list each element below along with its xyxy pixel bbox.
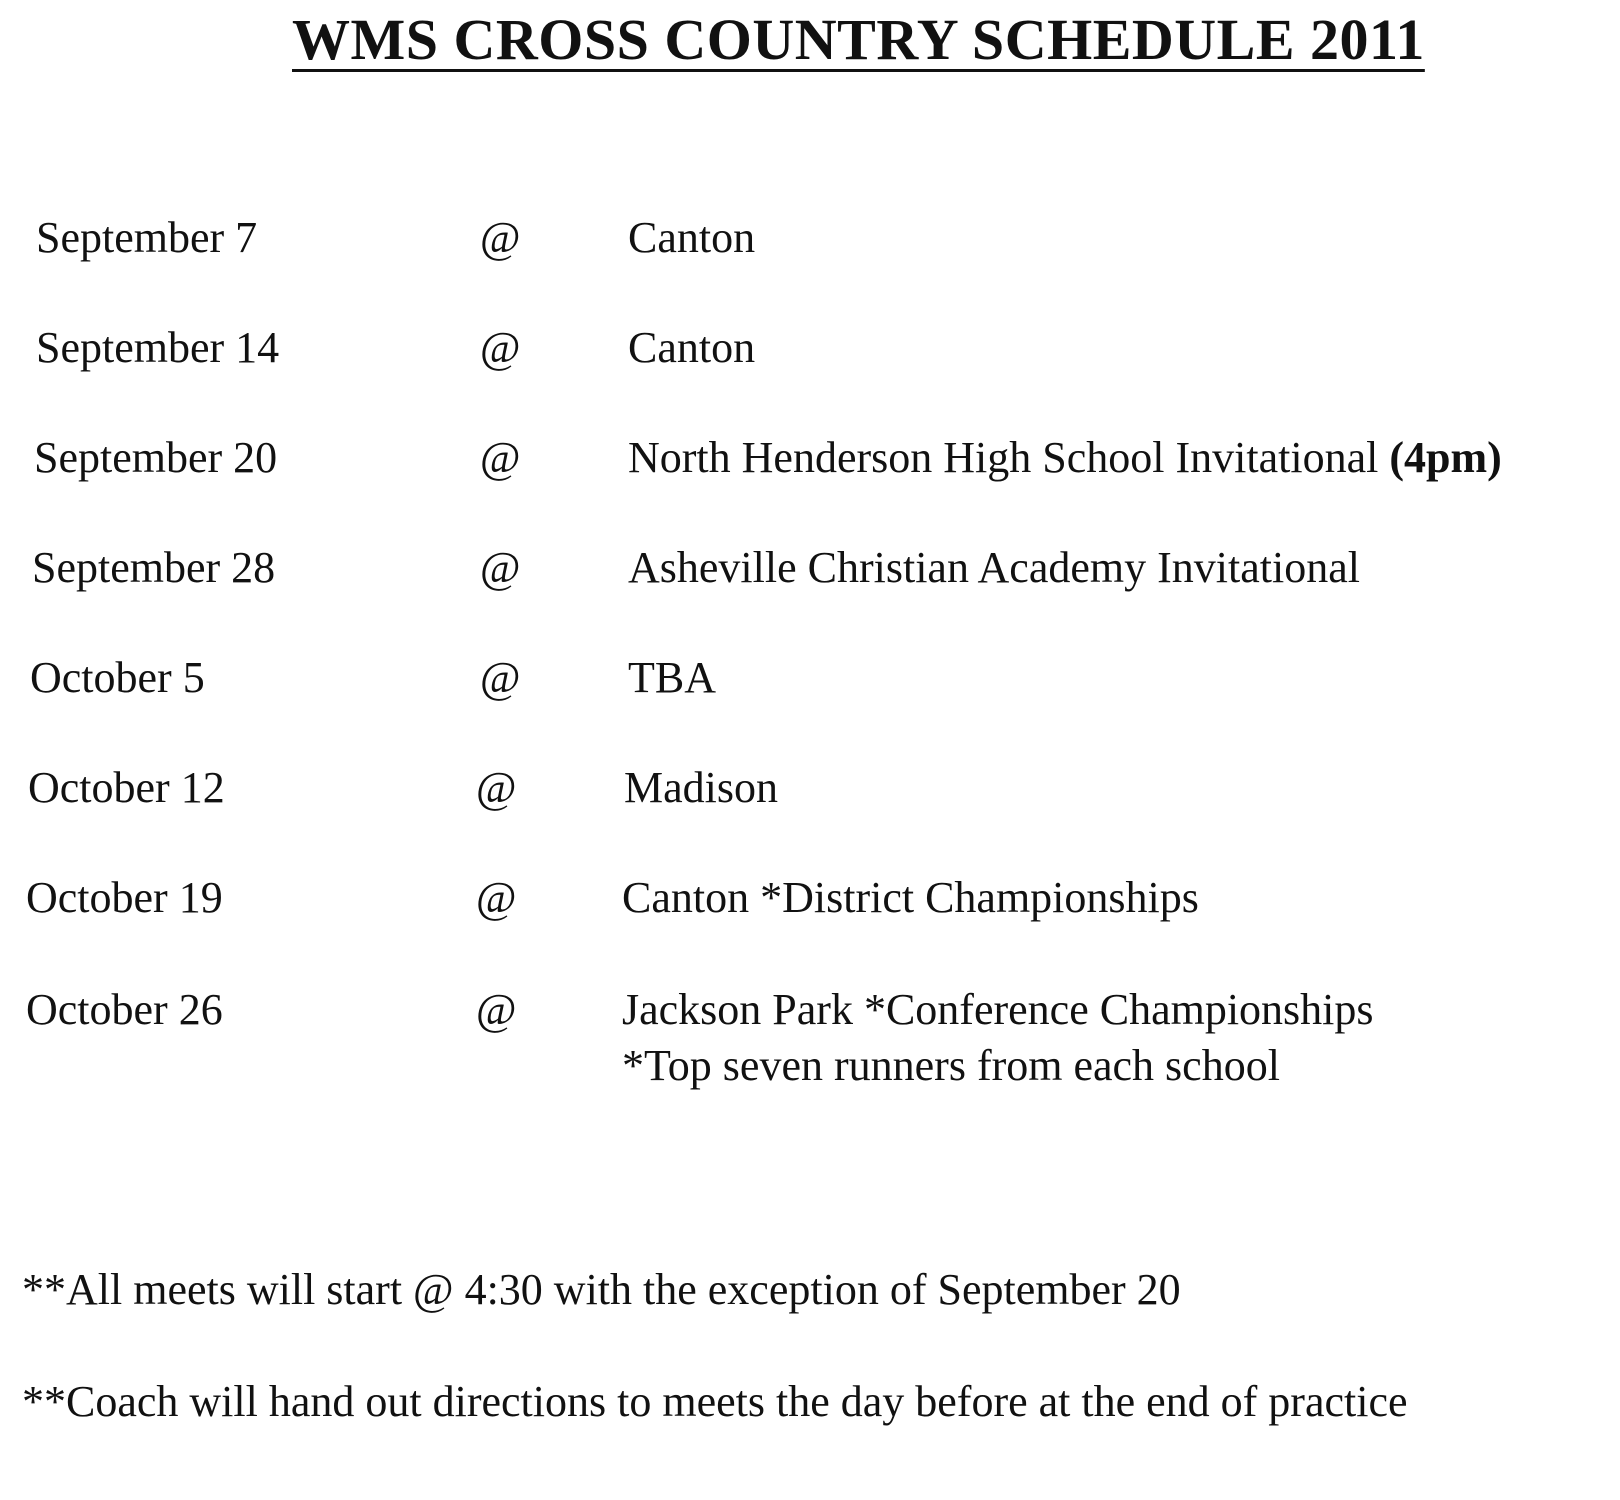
footnote: **All meets will start @ 4:30 with the exception of September 20 — [22, 1265, 1181, 1314]
meet-note: *Top seven runners from each school — [622, 1041, 1280, 1090]
meet-venue — [628, 210, 755, 266]
meet-venue — [628, 540, 1360, 596]
at-symbol: @ — [476, 873, 517, 922]
meet-date: September 7 — [36, 213, 258, 262]
meet-date: October 26 — [26, 985, 223, 1034]
venue-name: North Henderson High School Invitational — [628, 433, 1379, 482]
meet-venue — [622, 982, 1374, 1094]
venue-name: Canton *District Championships — [622, 873, 1199, 922]
venue-name: Canton — [628, 213, 756, 262]
at-symbol: @ — [476, 763, 517, 812]
at-symbol: @ — [480, 543, 521, 592]
meet-date: September 28 — [32, 543, 276, 592]
at-symbol: @ — [480, 323, 521, 372]
meet-date: October 5 — [30, 653, 205, 702]
start-time: (4pm) — [1389, 433, 1502, 482]
meet-date: October 19 — [26, 873, 223, 922]
at-symbol: @ — [480, 213, 521, 262]
venue-name: Canton — [628, 323, 756, 372]
meet-venue — [624, 760, 778, 816]
page-title: WMS CROSS COUNTRY SCHEDULE 2011 — [292, 7, 1425, 72]
meet-date: September 20 — [34, 433, 278, 482]
venue-name: Jackson Park *Conference Championships — [622, 985, 1374, 1034]
venue-name: TBA — [628, 653, 716, 702]
at-symbol: @ — [480, 433, 521, 482]
meet-venue — [628, 650, 716, 706]
venue-name: Madison — [624, 763, 778, 812]
meet-date: October 12 — [28, 763, 225, 812]
venue-name: Asheville Christian Academy Invitational — [628, 543, 1360, 592]
meet-venue — [628, 320, 755, 376]
meet-venue — [622, 870, 1199, 926]
meet-venue — [628, 430, 1502, 486]
footnote: **Coach will hand out directions to meets the day before at the end of practice — [22, 1377, 1408, 1426]
meet-date: September 14 — [36, 323, 280, 372]
at-symbol: @ — [480, 653, 521, 702]
at-symbol: @ — [476, 985, 517, 1034]
